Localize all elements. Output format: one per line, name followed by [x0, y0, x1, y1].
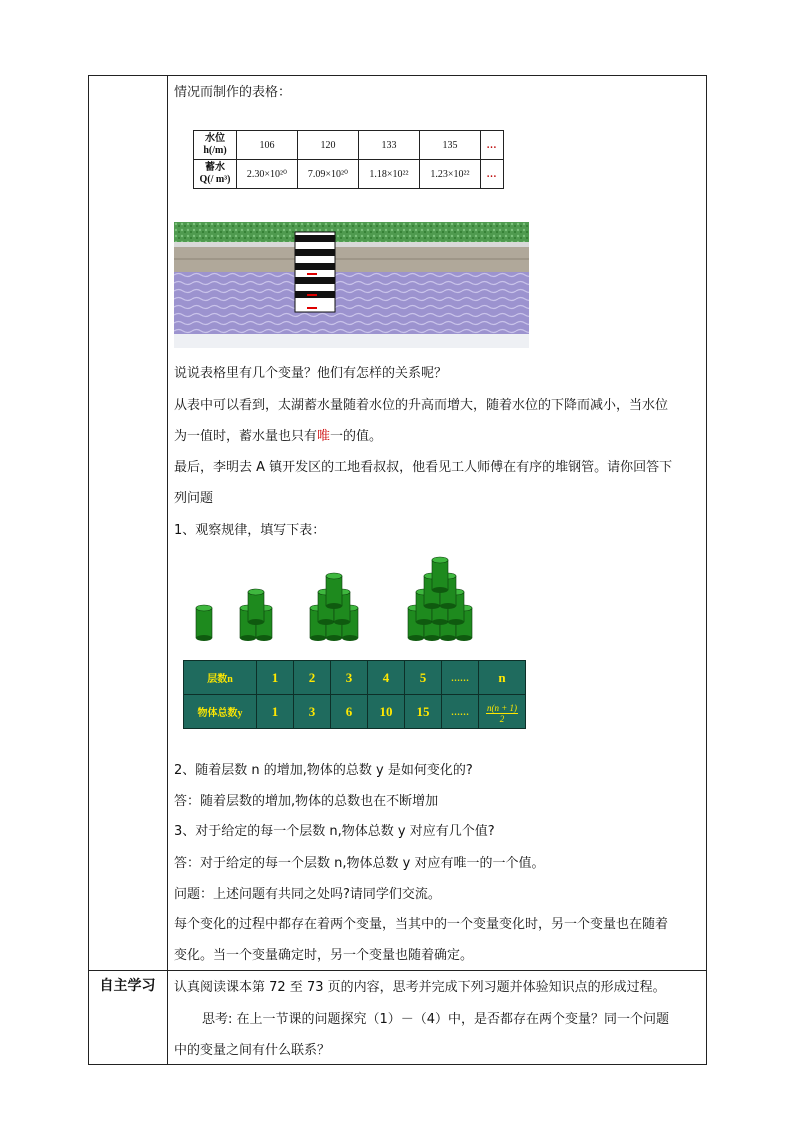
pipe-icon [432, 557, 448, 593]
volume-cell: 2.30×10²⁰ [237, 160, 298, 189]
ellipsis-cell: … [481, 131, 504, 160]
layer-cell: 4 [368, 661, 405, 695]
ellipsis-cell: …… [442, 695, 479, 729]
volume-cell: 7.09×10²⁰ [298, 160, 359, 189]
level-cell: 133 [359, 131, 420, 160]
general-total-cell [479, 695, 526, 729]
answer-line-2: 为一值时，蓄水量也只有唯一的值。 [174, 429, 383, 444]
gauge-post-icon [295, 232, 335, 312]
qa-line-1: 2、随着层数 n 的增加,物体的总数 y 是如何变化的? [174, 763, 473, 778]
ellipsis-cell: … [481, 160, 504, 189]
total-cell: 6 [331, 695, 368, 729]
total-cell: 3 [294, 695, 331, 729]
story-line-1: 最后，李明去 A 镇开发区的工地看叔叔，他看见工人师傅在有序的堆钢管。请你回答下 [174, 460, 673, 475]
general-layer-cell: n [479, 661, 526, 695]
level-cell: 135 [420, 131, 481, 160]
pipe-icon [196, 605, 212, 641]
water-gauge-illustration [174, 222, 529, 348]
self-study-line-2: 思考: 在上一节课的问题探究（1）－（4）中，是否都存在两个变量？同一个问题 [202, 1012, 670, 1027]
volume-cell: 1.18×10²² [359, 160, 420, 189]
water-level-header: 水位 h(/m) [194, 131, 237, 160]
layer-cell: 3 [331, 661, 368, 695]
total-cell: 1 [257, 695, 294, 729]
qa-line-3: 3、对于给定的每一个层数 n,物体总数 y 对应有几个值? [174, 824, 495, 839]
volume-cell: 1.23×10²² [420, 160, 481, 189]
water-level-table [193, 130, 504, 189]
section-label: 自主学习 [99, 978, 156, 994]
answer-line-1: 从表中可以看到，太湖蓄水量随着水位的升高而增大，随着水位的下降而减小，当水位 [174, 398, 669, 413]
total-cell: 10 [368, 695, 405, 729]
question-variables: 说说表格里有几个变量？他们有怎样的关系呢？ [174, 366, 448, 381]
layer-header: 层数n [184, 661, 257, 695]
total-cell: 15 [405, 695, 442, 729]
self-study-line-3: 中的变量之间有什么联系？ [174, 1043, 331, 1058]
row-divider [88, 970, 707, 971]
level-cell: 120 [298, 131, 359, 160]
total-header: 物体总数y [184, 695, 257, 729]
qa-line-6: 每个变化的过程中都存在着两个变量，当其中的一个变量变化时，另一个变量也在随着 [174, 917, 669, 932]
qa-line-5: 问题：上述问题有共同之处吗?请同学们交流。 [174, 887, 441, 902]
pipe-stacks-illustration [186, 550, 496, 642]
pipe-icon [248, 589, 264, 625]
self-study-line-1: 认真阅读课本第 72 至 73 页的内容，思考并完成下列习题并体验知识点的形成过程。 [174, 980, 666, 995]
qa-line-2: 答：随着层数的增加,物体的总数也在不断增加 [174, 794, 439, 809]
layer-cell: 1 [257, 661, 294, 695]
layer-cell: 2 [294, 661, 331, 695]
qa-line-4: 答：对于给定的每一个层数 n,物体总数 y 对应有唯一的一个值。 [174, 856, 545, 871]
qa-line-7: 变化。当一个变量确定时，另一个变量也随着确定。 [174, 948, 474, 963]
stack-count-table [183, 660, 526, 729]
layer-cell: 5 [405, 661, 442, 695]
task-1: 1、观察规律，填写下表： [174, 523, 326, 538]
water-volume-header: 蓄水 Q(/ m³) [194, 160, 237, 189]
formula-fraction: $\frac{n(n + 1)}{2}$ [486, 703, 518, 724]
ellipsis-cell: …… [442, 661, 479, 695]
level-cell: 106 [237, 131, 298, 160]
story-line-2: 列问题 [174, 491, 214, 506]
pipe-icon [326, 573, 342, 609]
column-divider [167, 75, 168, 1065]
intro-line: 情况而制作的表格： [174, 85, 292, 100]
